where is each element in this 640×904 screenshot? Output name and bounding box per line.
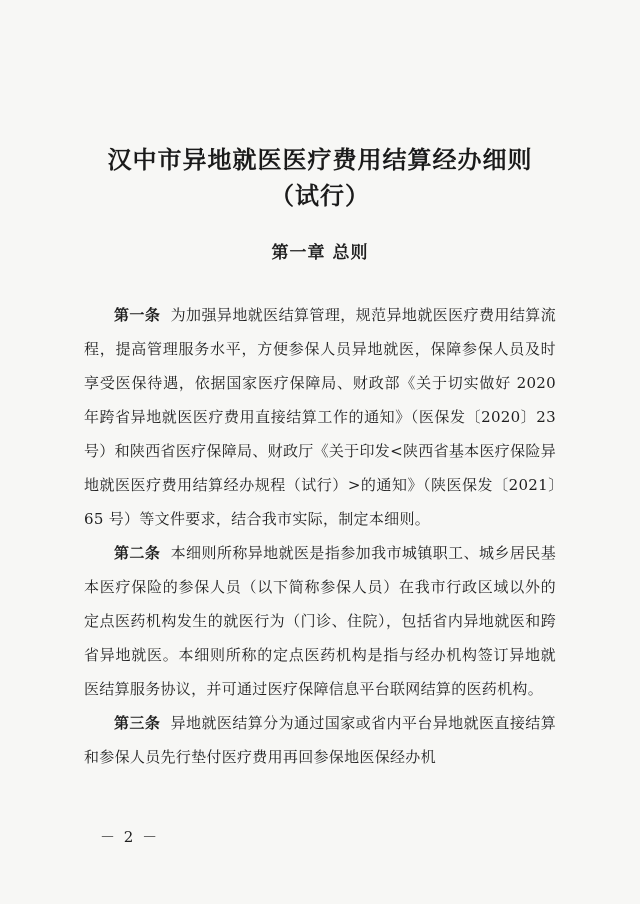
article-text: 异地就医结算分为通过国家或省内平台异地就医直接结算和参保人员先行垫付医疗费用再回参保地医保经办机: [84, 714, 556, 766]
article-2: [84, 536, 556, 706]
document-subtitle: （试行）: [270, 182, 370, 210]
article-label: 第二条: [114, 544, 161, 562]
article-label: 第三条: [114, 714, 161, 732]
article-3: [84, 706, 556, 774]
page-number: － 2 －: [100, 828, 160, 846]
chapter-heading: 第一章 总则: [271, 243, 369, 263]
article-text: 为加强异地就医结算管理，规范异地就医医疗费用结算流程，提高管理服务水平，方便参保人员异地就医，保障参保人员及时享受医保待遇，依据国家医疗保障局、财政部《关于切实做好 2020 年跨省异地就医医疗费用直接结算工作的通知》（医保发〔2020〕23 号）和陕西省医疗保障局、财政厅《关于印发<陕西省基本医疗保险异地就医医疗费用结算经办规程（试行）>的通知》（陕医保发〔2021〕65 号）等文件要求，结合我市实际，制定本细则。: [84, 306, 556, 528]
document-title: 汉中市异地就医医疗费用结算经办细则: [107, 146, 533, 174]
article-text: 本细则所称异地就医是指参加我市城镇职工、城乡居民基本医疗保险的参保人员（以下简称参保人员）在我市行政区域以外的定点医药机构发生的就医行为（门诊、住院），包括省内异地就医和跨省异地就医。本细则所称的定点医药机构是指与经办机构签订异地就医结算服务协议，并可通过医疗保障信息平台联网结算的医药机构。: [84, 544, 556, 698]
article-1: [84, 298, 556, 536]
document-body: [84, 298, 556, 774]
article-label: 第一条: [114, 306, 161, 324]
